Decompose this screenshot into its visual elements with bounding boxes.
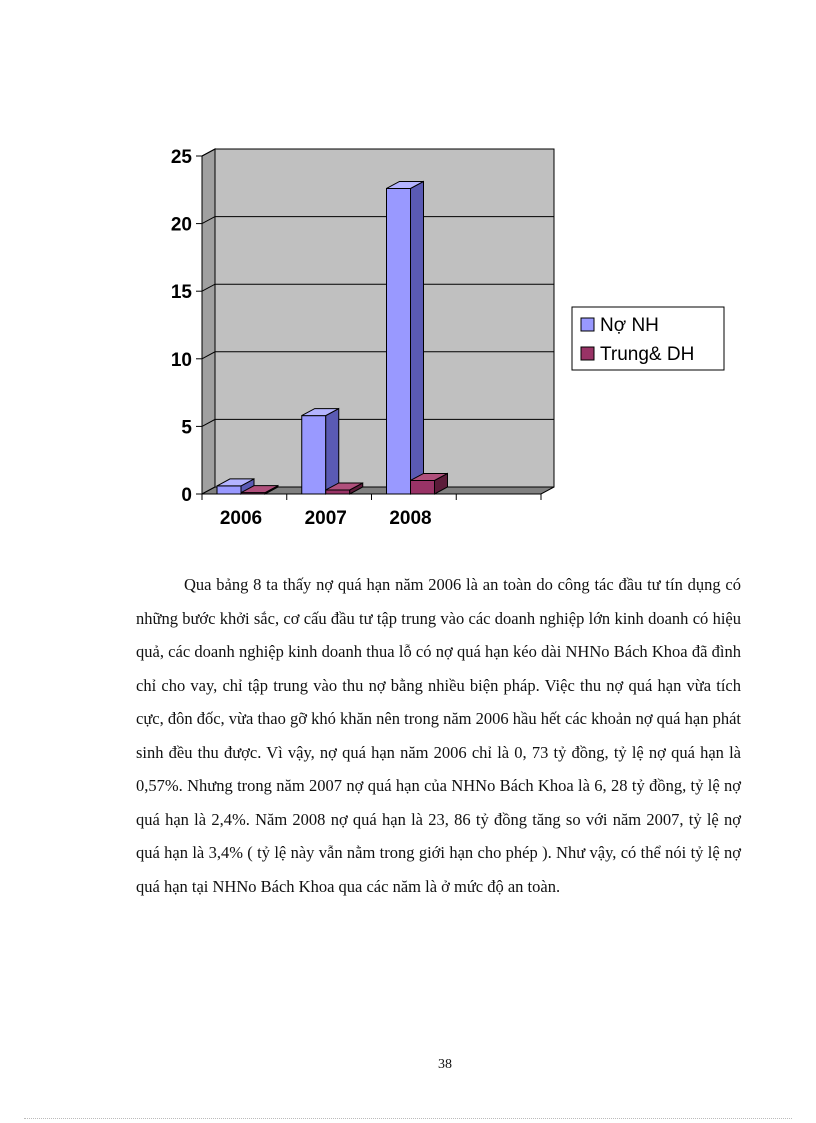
bar-front (411, 480, 435, 494)
bar-front (326, 490, 350, 494)
y-tick-label: 25 (170, 147, 192, 168)
bar-front (217, 486, 241, 494)
page-number: 38 (438, 1057, 452, 1072)
bar-chart-3d (160, 130, 740, 540)
y-tick-label: 15 (170, 282, 192, 304)
x-axis-ticks (220, 508, 432, 529)
bar-front (302, 416, 326, 494)
footer-divider (24, 1118, 792, 1119)
body-paragraph: Qua bảng 8 ta thấy nợ quá hạn năm 2006 là an toàn do công tác đầu tư tín dụng có những bước khởi sắc, cơ cấu đầu tư tập trung vào các doanh nghiệp lớn kinh doanh có hiệu quả, các doanh nghiệp kinh doanh thua lỗ có nợ quá hạn kéo dài NHNo Bách Khoa đã đình chỉ cho vay, chỉ tập trung vào thu nợ bằng nhiều biện pháp. Việc thu nợ quá hạn vừa tích cực, đôn đốc, vừa thao gỡ khó khăn nên trong năm 2006 hầu hết các khoản nợ quá hạn phát sinh đều thu được. Vì vậy, nợ quá hạn năm 2006 chỉ là 0, 73 tỷ đồng, tỷ lệ nợ quá hạn là 0,57%. Nhưng trong năm 2007 nợ quá hạn của NHNo Bách Khoa là 6, 28 tỷ đồng, tỷ lệ nợ quá hạn là 2,4%. Năm 2008 nợ quá hạn là 23, 86 tỷ đồng tăng so với năm 2007, tỷ lệ nợ quá hạn là 3,4% ( tỷ lệ này vẫn nằm trong giới hạn cho phép ). Như vậy, có thể nói tỷ lệ nợ quá hạn tại NHNo Bách Khoa qua các năm là ở mức độ an toàn. (136, 575, 741, 896)
y-axis-ticks (171, 147, 193, 506)
legend-swatch-trung-dh (581, 347, 594, 360)
back-wall (215, 149, 554, 487)
legend-label-no-nh: Nợ NH (600, 315, 659, 336)
legend-swatch-no-nh (581, 318, 594, 331)
y-tick-label: 5 (181, 417, 192, 439)
side-wall (202, 149, 215, 494)
legend-label-trung-dh: Trung& DH (600, 344, 695, 365)
bar-front (387, 188, 411, 494)
chart-walls (202, 149, 554, 494)
x-tick-label: 2007 (304, 508, 347, 529)
y-tick-label: 0 (181, 485, 192, 506)
y-tick-label: 20 (170, 214, 192, 236)
bar-side (411, 181, 424, 494)
chart-legend (572, 307, 724, 370)
y-tick-label: 10 (170, 349, 192, 371)
x-tick-label: 2006 (219, 508, 263, 529)
bar-side (326, 409, 339, 494)
x-tick-label: 2008 (389, 508, 432, 529)
